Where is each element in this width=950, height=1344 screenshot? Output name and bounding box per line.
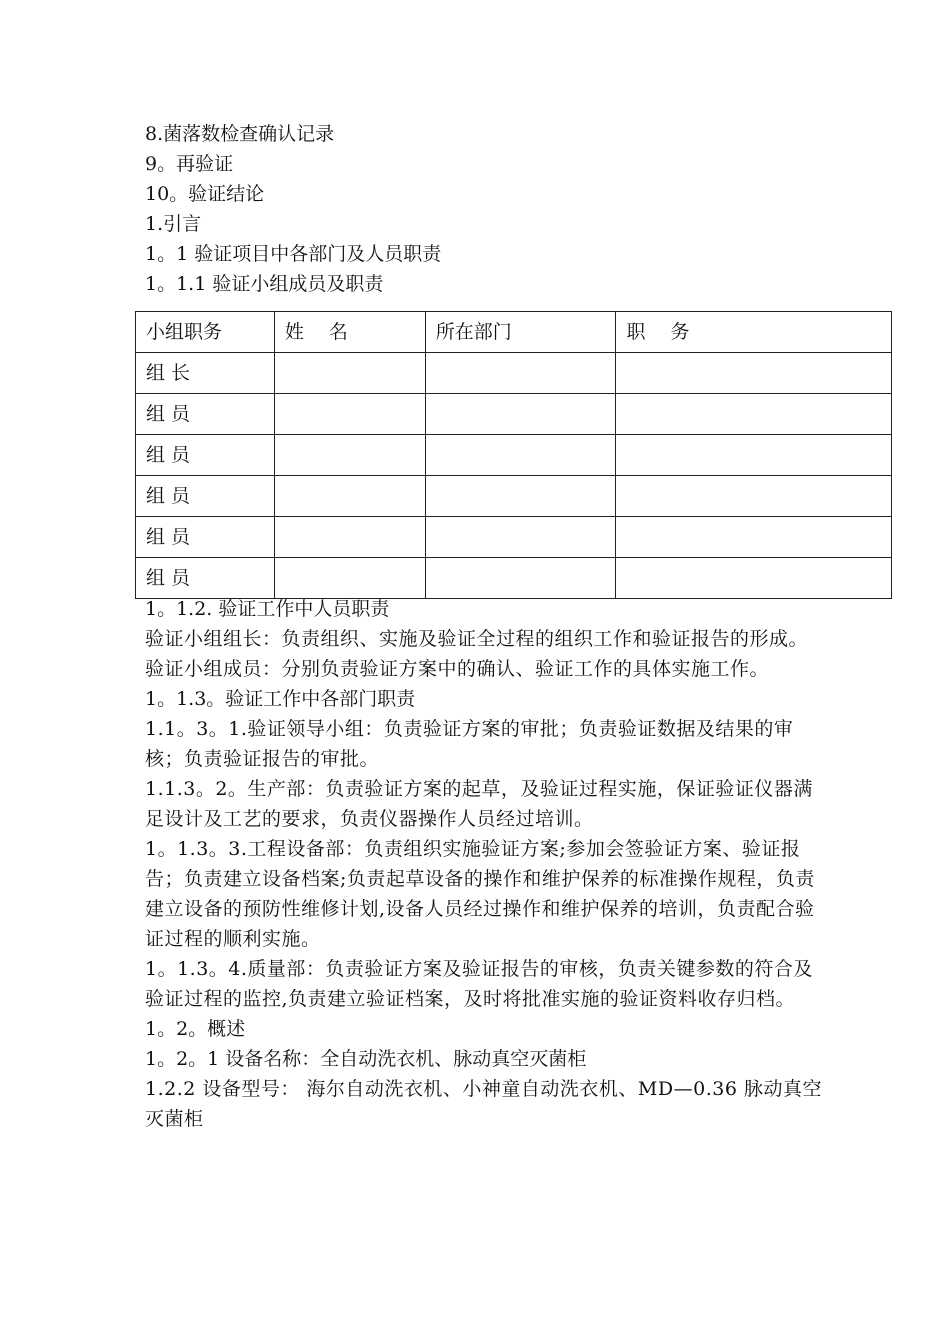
document-body	[145, 594, 825, 1134]
body-paragraph: 1。1.3。4.质量部：负责验证方案及验证报告的审核，负责关键参数的符合及验证过程的监控,负责建立验证档案，及时将批准实施的验证资料收存归档。	[145, 958, 813, 1010]
body-paragraph: 1.1。3。1.验证领导小组：负责验证方案的审批；负责验证数据及结果的审核；负责验证报告的审批。	[145, 718, 794, 770]
table-cell-name	[274, 476, 425, 517]
table-header-cell: 小组职务	[136, 312, 275, 353]
section-heading: 1。1.3。验证工作中各部门职责	[145, 688, 416, 710]
section-heading: 1。1.1 验证小组成员及职责	[145, 273, 384, 295]
table-header-cell: 职 务	[616, 312, 892, 353]
table-cell-role: 组 员	[136, 435, 275, 476]
table-row	[136, 558, 892, 599]
table-row	[136, 353, 892, 394]
toc-line: 8.菌落数检查确认记录	[145, 123, 335, 145]
body-paragraph: 验证小组组长：负责组织、实施及验证全过程的组织工作和验证报告的形成。	[145, 628, 809, 650]
table-cell-position	[616, 435, 892, 476]
section-heading: 1。1.2. 验证工作中人员职责	[145, 598, 390, 620]
table-cell-name	[274, 517, 425, 558]
table-cell-position	[616, 353, 892, 394]
table-header-cell: 所在部门	[425, 312, 616, 353]
validation-team-table	[135, 311, 892, 599]
table-cell-name	[274, 435, 425, 476]
table-row	[136, 435, 892, 476]
table-cell-role: 组 长	[136, 353, 275, 394]
table-cell-position	[616, 394, 892, 435]
table-cell-role: 组 员	[136, 517, 275, 558]
table-cell-department	[425, 476, 616, 517]
table-row	[136, 394, 892, 435]
table-cell-name	[274, 394, 425, 435]
table-header-cell: 姓 名	[274, 312, 425, 353]
body-paragraph: 验证小组成员：分别负责验证方案中的确认、验证工作的具体实施工作。	[145, 658, 770, 680]
body-paragraph: 1.2.2 设备型号： 海尔自动洗衣机、小神童自动洗衣机、MD—0.36 脉动真空灭菌柜	[145, 1078, 822, 1130]
table-cell-department	[425, 353, 616, 394]
body-paragraph: 1。1.3。3.工程设备部：负责组织实施验证方案;参加会签验证方案、验证报告；负责建立设备档案;负责起草设备的操作和维护保养的标准操作规程，负责建立设备的预防性维修计划,设备人员经过操作和维护保养的培训，负责配合验证过程的顺利实施。	[145, 838, 815, 950]
table-cell-position	[616, 476, 892, 517]
table-row	[136, 476, 892, 517]
table-row	[136, 517, 892, 558]
table-cell-department	[425, 517, 616, 558]
document-top	[145, 119, 825, 299]
table-cell-name	[274, 558, 425, 599]
body-paragraph: 1.1.3。2。生产部：负责验证方案的起草，及验证过程实施，保证验证仪器满足设计及工艺的要求，负责仪器操作人员经过培训。	[145, 778, 813, 830]
table-cell-department	[425, 558, 616, 599]
table-cell-name	[274, 353, 425, 394]
section-heading: 1。1 验证项目中各部门及人员职责	[145, 243, 442, 265]
table-cell-role: 组 员	[136, 476, 275, 517]
body-paragraph: 1。2。1 设备名称：全自动洗衣机、脉动真空灭菌柜	[145, 1048, 587, 1070]
table-header-row	[136, 312, 892, 353]
table-cell-department	[425, 435, 616, 476]
toc-line: 10。验证结论	[145, 183, 265, 205]
table-cell-department	[425, 394, 616, 435]
table-cell-role: 组 员	[136, 394, 275, 435]
table-cell-role: 组 员	[136, 558, 275, 599]
table-cell-position	[616, 558, 892, 599]
section-heading: 1.引言	[145, 213, 202, 235]
table-cell-position	[616, 517, 892, 558]
toc-line: 9。再验证	[145, 153, 234, 175]
section-heading: 1。2。概述	[145, 1018, 246, 1040]
